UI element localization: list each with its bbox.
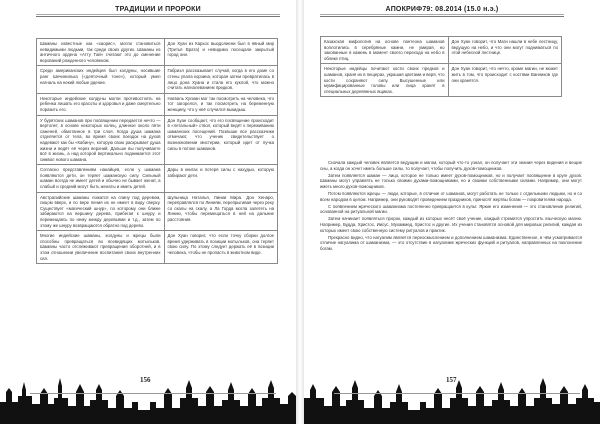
nagualism-cell: Габриэл рассказывает случай, когда в его доме со стены упала корзина, которая затем превратилась в лицо дона Хуана и стала его куклой, что можно считать нагналеванием предков.: [164, 66, 278, 93]
body-paragraph: Затем начинает появляться пророк, каждый из которых несёт своё учение, каждый стремится упростить языческую магию. Например, Будда, Христос, Иисус, Мухаммед, Христос и другие. Их учения становятся основой для мировых религий, каждая из которых имеет свою собственную систему ритуалов и практик.: [320, 216, 582, 233]
body-paragraph: Затем появляется шаман — лицо, которое не только имеет духов-помощников, но и получает посвящение в круге духов. Шаманы могут управлять не только своими духами-помощниками, но и своими собственными силами. Например, они могут иметь много духов-помощников.: [320, 172, 582, 189]
right-table-body: [321, 37, 562, 97]
right-comparison-table: [320, 36, 562, 97]
body-paragraph: С появлением жреческого шаманизма постепенно превращается в культ. Яркие его изменения — это становление религий, основанной на ритуальной магии.: [320, 203, 582, 215]
left-page: [0, 0, 296, 424]
left-table-body: [37, 39, 278, 264]
shamanism-cell: Некоторые индейские колдуны могли противостоять на ребенка лишать его красоты и здоровья и даже смертельно поразить его.: [37, 93, 165, 115]
right-page: [304, 0, 600, 424]
shamanism-cell: У бурятских шаманов при посвящении передается нечто — вертолет, в основе некоторых колец, длинное около пяти саженей, обмотанное в три слоя. Когда душа шамана отделяется от тела, во время своих поездок на духов надевают как бы «Кабину», которую свою раскрывает душа жизни и ведёт её через верхний. Дальше вы получиваете всё в жизнь, а над которой вертикально поднимается этот символ нового шамана.: [37, 115, 165, 165]
table-row: [37, 39, 278, 66]
table-row: [37, 66, 278, 93]
body-paragraph: Сначала каждый человек является ведущим и магом, который что-то узнал, он получает эти знания через видения и вещие сны, а когда он хочет иметь больше силы, то получает, чтобы получить духов-помощников.: [320, 160, 582, 171]
shamanism-cell: Согласно представлениям нанайцев, если у шамана появляются дети, он теряет шаманскую силу. Сильный шаман всегда не имеет детей и обычно не бывает женат, а слабый и средний могут быть женаты и иметь детей.: [37, 165, 165, 192]
shamanism-cell: Многие индейские шаманы, колдуны и жрецы были способны превращаться во всевидящих мотыльков. Шаманы часто отслеживают превращения оборотней, и в этом отношении увеличение воспитания своих внутренних сил.: [37, 231, 165, 264]
right-page-header: АПОКРИФ79: 08.2014 (15.0 н.э.): [320, 6, 564, 17]
nagualism-cell: Дон Хуан говорит, что Маги нашли в небе лестницу, ведущую на небо, и что они могут подниматься по этой небесной лестнице.: [448, 37, 562, 64]
nagualism-cell: Нагваль Хулиан мог так посмотреть на человека, что тот загорелся, и так посмотреть на беременную женщину, что у неё случился выкидыш.: [164, 93, 278, 115]
right-page-number: 157: [446, 376, 457, 384]
left-page-number: 156: [140, 376, 151, 384]
shamanism-cell: Казахская мифология на основе пантеона шаманов воплотились в серебряные камни, не умирая, но закованные в камень в момент своего перехода на небо в облике птиц.: [321, 37, 449, 64]
left-page-header: ТРАДИЦИИ И ПРОРОКИ: [36, 6, 280, 17]
table-row: [37, 231, 278, 264]
nagualism-cell: Дон Хуан сообщает, что его посвящение происходит в «летальный» ствол, который ведёт к переживанию шаманских посещений. Позвыше все рассказчики отмечают, что ученик свидетельствует о возникновении мистерии, который идет от пучка силы в потоке шаманов.: [164, 115, 278, 165]
shamanism-cell: Некоторые индейцы почитают кости своих предков и шаманов, храня их в пещерах, украшая цветами и веря, что кости сохраняют силу. Высушенные или мумифицированные головы или лица хранят в специальных деревянных ящиках.: [321, 64, 449, 97]
right-body-text: [320, 160, 582, 253]
table-row: [321, 37, 562, 64]
table-row: [37, 192, 278, 231]
right-footer-rule: [334, 393, 580, 394]
nagualism-cell: Дон Хуан говорит, что нечто, кроме магии, не может жить в том, что происходит с костями Ванников где они хранятся.: [448, 64, 562, 97]
book-gutter: [296, 0, 304, 424]
table-row: [37, 93, 278, 115]
shamanism-cell: Австралийские шаманы ложатся на спину под деревом, лицом вверх, и по вере пения их не имеет в виду сверху. Существует «магический шнур», по которому они ближе забираются на вершину дерева, прибегая к шнуру и перемещаясь по нему между деревьями и т.д., затем по этому же шнуру возвращаются обратно под дерево.: [37, 192, 165, 231]
body-paragraph: Прекрасно видно, что нагуалим является переосмыслением и дополнением шаманизма. Единственное, в чём усматривается отличие нагуалима от шаманизма, — это отсутствие в нагуалиме жреческих функций и ритуалов, направленных на поклонение богам.: [320, 234, 582, 251]
table-row: [321, 64, 562, 97]
nagualism-cell: Дон Хуан из Кархос вьюдолиени был в явный мир (Третья Врата) и невидимо посещали закрытый город они.: [164, 39, 278, 66]
left-comparison-table: [36, 38, 278, 264]
shamanism-cell: Шаманы известные как «хаорис», могли становиться невидимыми людьми, так среди своих других. Шаманы из античного ордена «Атту Тай» считают это до сменение верований рожденного человеком.: [37, 39, 165, 66]
shamanism-cell: Среди американских индейцев был колдуны, носившие ранг Шечинилька («деяточный тоне»), который умел нагналь на некий любые рдение.: [37, 66, 165, 93]
left-header-rule: [36, 14, 280, 19]
nagualism-cell: Дон Хуан говорит, что если точку сборки долгое время удерживать в позиции мотыльков, она теряет свою силу. По этому следует держать её в позиции человека, чтобы не пропасть в животном виде.: [164, 231, 278, 264]
table-row: [37, 165, 278, 192]
body-paragraph: Потом появляются жрецы — люди, которые, в отличие от шаманов, могут работать не только с отдельными людьми, но и со всем народом в целом. Например, они руководят проведением праздников, приносят жертвы богам — покровителям народа.: [320, 190, 582, 202]
left-footer-rule: [30, 393, 276, 394]
nagualism-cell: Дары в книгах и потеря силы с нахудых, которую забирают дети.: [164, 165, 278, 192]
nagualism-cell: Шульница Наталья, Линии Мира. Дон Хенаро, переправлялся по Линиям, перепрыгивая через реку со скалы на скалу, а Ла Горда могла залететь на Линию, чтобы перемещаться в ней на дальние расстояния.: [164, 192, 278, 231]
table-row: [37, 115, 278, 165]
right-header-rule: [320, 14, 564, 19]
